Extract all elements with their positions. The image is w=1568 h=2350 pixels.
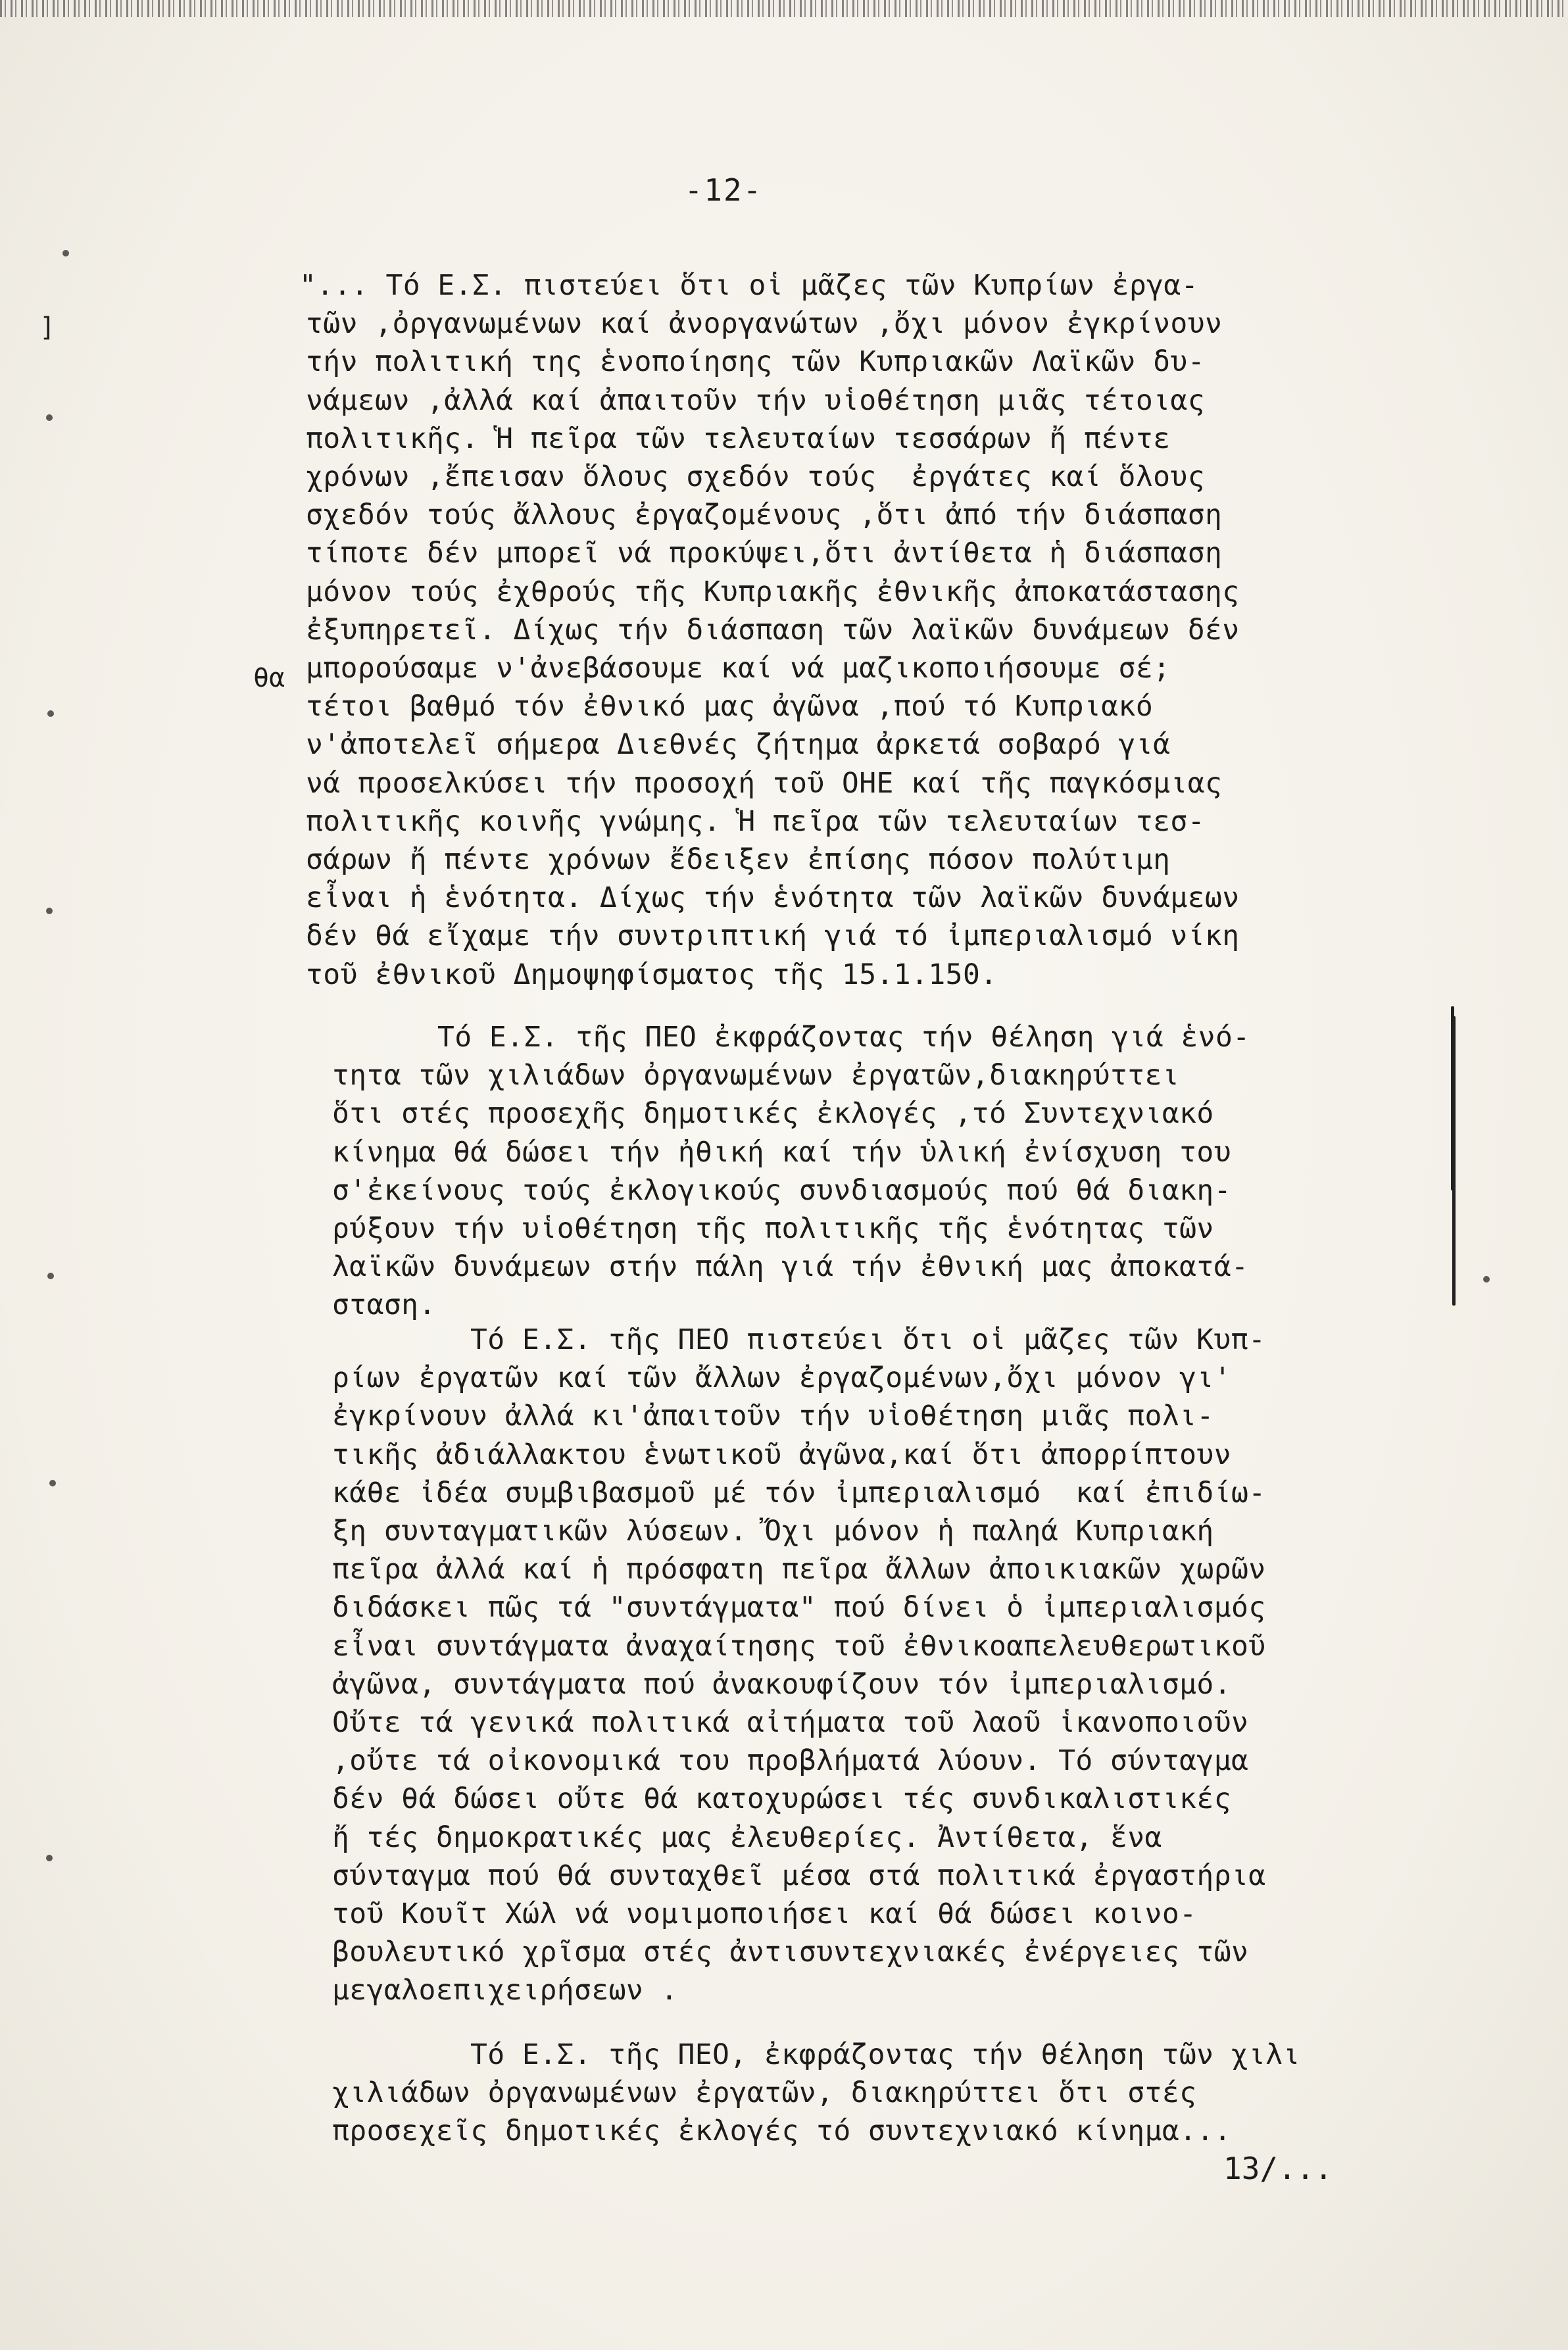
paragraph-quote-line: νά προσελκύσει τήν προσοχή τοῦ ΟΗΕ καί τῆς παγκόσμιας	[306, 766, 1223, 800]
paragraph-constitution-line: τοῦ Κουῖτ Χώλ νά νομιμοποιήσει καί θά δώσει κοινο-	[332, 1897, 1197, 1930]
margin-note: θα	[253, 663, 285, 693]
paragraph-constitution-line: διδάσκει πῶς τά "συντάγματα" πού δίνει ὁ ἰμπεριαλισμός	[332, 1591, 1266, 1625]
paragraph-quote-line: τῶν ,ὀργανωμένων καί ἀνοργανώτων ,ὄχι μόνον ἐγκρίνουν	[306, 307, 1223, 341]
paragraph-quote-line: εἶναι ἡ ἑνότητα. Δίχως τήν ἑνότητα τῶν λαϊκῶν δυνάμεων	[306, 881, 1240, 915]
paragraph-quote-line: τίποτε δέν μπορεῖ νά προκύψει,ὅτι ἀντίθετα ἡ διάσπαση	[306, 537, 1223, 570]
paragraph-constitution-line: ἐγκρίνουν ἀλλά κι'ἀπαιτοῦν τήν υἱοθέτηση μιᾶς πολι-	[332, 1400, 1214, 1433]
paragraph-constitution-line: κάθε ἰδέα συμβιβασμοῦ μέ τόν ἰμπεριαλισμό καί ἐπιδίω-	[332, 1476, 1266, 1509]
paragraph-quote-line: τήν πολιτική της ἑνοποίησης τῶν Κυπριακῶν Λαϊκῶν δυ-	[306, 345, 1205, 379]
scan-speck	[49, 1480, 56, 1486]
paragraph-elections-line: λαϊκῶν δυνάμεων στήν πάλη γιά τήν ἐθνική μας ἀποκατά-	[332, 1250, 1249, 1284]
paragraph-constitution-line: Οὔτε τά γενικά πολιτικά αἰτήματα τοῦ λαοῦ ἱκανοποιοῦν	[332, 1706, 1249, 1739]
paragraph-constitution-line: μεγαλοεπιχειρήσεων .	[332, 1974, 678, 2007]
paragraph-constitution-line: Τό Ε.Σ. τῆς ΠΕΟ πιστεύει ὅτι οἱ μᾶζες τῶν Κυπ-	[470, 1323, 1266, 1356]
paragraph-elections-line: σ'ἐκείνους τούς ἐκλογικούς συνδιασμούς πού θά διακη-	[332, 1173, 1231, 1207]
paragraph-constitution-line: δέν θά δώσει οὔτε θά κατοχυρώσει τές συνδικαλιστικές	[332, 1782, 1231, 1816]
paragraph-constitution-line: ρίων ἐργατῶν καί τῶν ἄλλων ἐργαζομένων,ὄχι μόνον γι'	[332, 1361, 1231, 1395]
paragraph-quote-line: μπορούσαμε ν'ἀνεβάσουμε καί νά μαζικοποιήσουμε σέ;	[306, 652, 1171, 685]
paragraph-elections-line: ρύξουν τήν υἱοθέτηση τῆς πολιτικῆς τῆς ἑνότητας τῶν	[332, 1212, 1214, 1245]
scan-speck	[46, 1855, 53, 1861]
paragraph-constitution-line: ξη συνταγματικῶν λύσεων. Ὄχι μόνον ἡ παληά Κυπριακή	[332, 1515, 1214, 1548]
paragraph-elections-line: σταση.	[332, 1288, 436, 1322]
paragraph-quote-line: "... Τό Ε.Σ. πιστεύει ὅτι οἱ μᾶζες τῶν Κυπρίων ἐργα-	[299, 269, 1198, 302]
paragraph-quote-line: μόνον τούς ἐχθρούς τῆς Κυπριακῆς ἐθνικῆς ἀποκατάστασης	[306, 575, 1240, 608]
paragraph-constitution-line: ἀγῶνα, συντάγματα πού ἀνακουφίζουν τόν ἰμπεριαλισμό.	[332, 1667, 1231, 1701]
scan-speck	[46, 414, 53, 421]
paragraph-quote-line: πολιτικῆς. Ἡ πεῖρα τῶν τελευταίων τεσσάρων ἤ πέντε	[306, 422, 1171, 455]
scan-speck	[46, 908, 53, 914]
scan-speck	[62, 250, 69, 257]
paragraph-elections-line: Τό Ε.Σ. τῆς ΠΕΟ ἐκφράζοντας τήν θέληση γιά ἑνό-	[437, 1021, 1250, 1054]
paragraph-constitution-line: ,οὔτε τά οἰκονομικά του προβλήματά λύουν. Τό σύνταγμα	[332, 1744, 1249, 1778]
margin-bracket-mark: ]	[39, 312, 56, 343]
paragraph-constitution-line: τικῆς ἀδιάλλακτου ἑνωτικοῦ ἀγῶνα,καί ὅτι ἀπορρίπτουν	[332, 1438, 1231, 1471]
scan-speck	[1483, 1276, 1490, 1283]
paragraph-elections-line: ὅτι στές προσεχῆς δημοτικές ἐκλογές ,τό Συντεχνιακό	[332, 1097, 1214, 1131]
paragraph-constitution-line: εἶναι συντάγματα ἀναχαίτησης τοῦ ἐθνικοαπελευθερωτικοῦ	[332, 1629, 1266, 1663]
paragraph-elections-line: κίνημα θά δώσει τήν ἠθική καί τήν ὑλική ἐνίσχυση του	[332, 1135, 1231, 1169]
paragraph-quote-line: πολιτικῆς κοινῆς γνώμης. Ἡ πεῖρα τῶν τελευταίων τεσ-	[306, 804, 1205, 838]
paragraph-quote-line: τοῦ ἐθνικοῦ Δημοψηφίσματος τῆς 15.1.150.	[306, 958, 998, 991]
scan-speck	[47, 1273, 54, 1279]
scan-edge-noise	[0, 0, 1568, 17]
paragraph-closing-line: Τό Ε.Σ. τῆς ΠΕΟ, ἐκφράζοντας τήν θέληση τῶν χιλι	[470, 2038, 1300, 2071]
paragraph-constitution-line: σύνταγμα πού θά συνταχθεῖ μέσα στά πολιτικά ἐργαστήρια	[332, 1859, 1266, 1892]
paragraph-elections-line: τητα τῶν χιλιάδων ὀργανωμένων ἐργατῶν,διακηρύττει	[332, 1059, 1180, 1092]
paragraph-quote-line: δέν θά εἴχαμε τήν συντριπτική γιά τό ἰμπεριαλισμό νίκη	[306, 919, 1240, 953]
paragraph-quote-line: ἐξυπηρετεῖ. Δίχως τήν διάσπαση τῶν λαϊκῶν δυνάμεων δέν	[306, 613, 1240, 647]
paragraph-quote-line: ν'ἀποτελεῖ σήμερα Διεθνές ζήτημα ἀρκετά σοβαρό γιά	[306, 728, 1171, 762]
paragraph-quote-line: σάρων ἤ πέντε χρόνων ἔδειξεν ἐπίσης πόσον πολύτιμη	[306, 843, 1171, 876]
page-number: -12-	[684, 172, 763, 208]
margin-line-right-lower	[1452, 1016, 1456, 1306]
paragraph-constitution-line: βουλευτικό χρῖσμα στές ἀντισυντεχνιακές ἐνέργειες τῶν	[332, 1936, 1249, 1969]
continuation-marker: 13/...	[1223, 2151, 1333, 2186]
paragraph-quote-line: νάμεων ,ἀλλά καί ἀπαιτοῦν τήν υἱοθέτηση μιᾶς τέτοιας	[306, 383, 1205, 417]
paragraph-constitution-line: ἤ τές δημοκρατικές μας ἐλευθερίες. Ἀντίθετα, ἕνα	[332, 1821, 1162, 1854]
scan-speck	[47, 710, 54, 717]
paragraph-quote-line: χρόνων ,ἔπεισαν ὅλους σχεδόν τούς ἐργάτες καί ὅλους	[306, 460, 1205, 493]
paragraph-quote-line: σχεδόν τούς ἄλλους ἐργαζομένους ,ὅτι ἀπό τήν διάσπαση	[306, 499, 1223, 532]
paragraph-quote-line: τέτοι βαθμό τόν ἐθνικό μας ἀγῶνα ,πού τό Κυπριακό	[306, 690, 1154, 723]
paragraph-closing-line: προσεχεῖς δημοτικές ἐκλογές τό συντεχνιακό κίνημα...	[332, 2115, 1231, 2148]
paragraph-constitution-line: πεῖρα ἀλλά καί ἡ πρόσφατη πεῖρα ἄλλων ἀποικιακῶν χωρῶν	[332, 1553, 1266, 1586]
paragraph-closing-line: χιλιάδων ὀργανωμένων ἐργατῶν, διακηρύττει ὅτι στές	[332, 2076, 1197, 2110]
